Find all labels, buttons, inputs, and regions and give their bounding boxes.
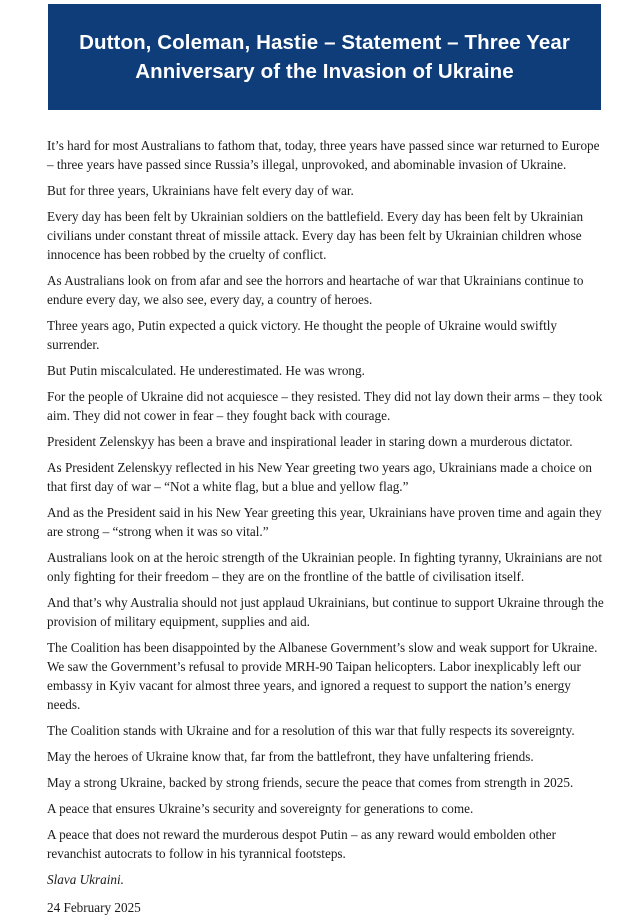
paragraph: May a strong Ukraine, backed by strong friends, secure the peace that comes from strength in 2025. [47, 775, 574, 790]
paragraph: As Australians look on from afar and see the horrors and heartache of war that Ukrainians continue to endure every day, we also see, every day, a country of heroes. [47, 273, 584, 307]
paragraph: Three years ago, Putin expected a quick victory. He thought the people of Ukraine would swiftly surrender. [47, 318, 558, 352]
paragraph: Australians look on at the heroic strength of the Ukrainian people. In fighting tyranny, Ukrainians are not only fighting for their freedom – they are on the frontline of the battle of civilisation itself. [47, 550, 603, 584]
statement-date: 24 February 2025 [47, 900, 141, 915]
paragraph: And as the President said in his New Year greeting this year, Ukrainians have proven time and again they are strong – “strong when it was so vital.” [47, 505, 602, 539]
page-title: Dutton, Coleman, Hastie – Statement – Three Year Anniversary of the Invasion of Ukraine [79, 31, 570, 83]
signoff: Slava Ukraini. [47, 872, 124, 887]
paragraph: It’s hard for most Australians to fathom that, today, three years have passed since war returned to Europe – three years have passed since Russia’s illegal, unprovoked, and abominable invasion of Ukraine. [47, 138, 600, 172]
paragraph: A peace that ensures Ukraine’s security and sovereignty for generations to come. [47, 801, 474, 816]
paragraph: The Coalition stands with Ukraine and for a resolution of this war that fully respects its sovereignty. [47, 723, 575, 738]
paragraph: A peace that does not reward the murderous despot Putin – as any reward would embolden other revanchist autocrats to follow in his tyrannical footsteps. [47, 827, 557, 861]
paragraph: May the heroes of Ukraine know that, far from the battlefront, they have unfaltering friends. [47, 749, 534, 764]
paragraph: And that’s why Australia should not just applaud Ukrainians, but continue to support Ukraine through the provision of military equipment, supplies and aid. [47, 595, 604, 629]
paragraph: Every day has been felt by Ukrainian soldiers on the battlefield. Every day has been felt by Ukrainian civilians under constant threat of missile attack. Every day has been felt by Ukrainian children whose innocence has been robbed by the cruelty of conflict. [47, 209, 584, 262]
paragraph: As President Zelenskyy reflected in his New Year greeting two years ago, Ukrainians made a choice on that first day of war – “Not a white flag, but a blue and yellow flag.” [47, 460, 592, 494]
paragraph: The Coalition has been disappointed by the Albanese Government’s slow and weak support for Ukraine. We saw the Government’s refusal to provide MRH-90 Taipan helicopters. Labor inexplicably left our embassy in Kyiv vacant for almost three years, and ignored a request to support the nation’s energy needs. [47, 640, 598, 712]
paragraph: For the people of Ukraine did not acquiesce – they resisted. They did not lay down their arms – they took aim. They did not cower in fear – they fought back with courage. [47, 389, 603, 423]
paragraph: President Zelenskyy has been a brave and inspirational leader in staring down a murderous dictator. [47, 434, 573, 449]
title-banner [48, 4, 601, 110]
paragraph: But Putin miscalculated. He underestimated. He was wrong. [47, 363, 365, 378]
paragraph: But for three years, Ukrainians have felt every day of war. [47, 183, 354, 198]
